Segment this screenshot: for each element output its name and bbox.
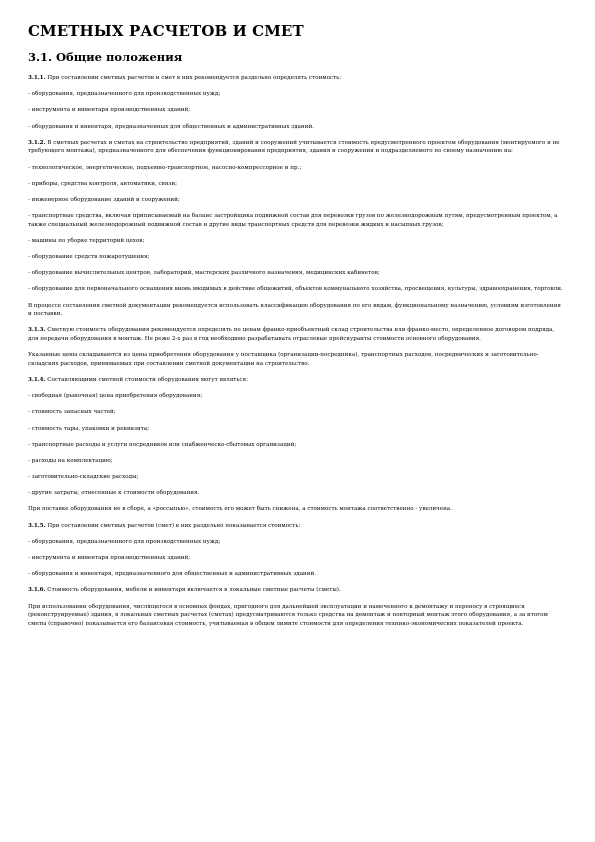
paragraph-text: Стоимость оборудования, мебели и инвентаря включается в локальные сметные расчеты (сметы). [45,587,341,594]
paragraph [28,554,563,563]
paragraph-text: При составлении сметных расчетов и смет в них рекомендуется раздельно определять стоимость: [45,75,342,81]
paragraph-text: - транспортные расходы и услуги посредников или снабженческо-сбытовых организаций; [28,441,297,448]
paragraph-text: - стоимость тары, упаковки и реквизита; [28,425,150,432]
paragraph [28,570,563,579]
numbered-paragraph [28,522,563,531]
paragraph-text: При использовании оборудования, числящегося в основных фондах, пригодного для дальнейшей эксплуатации и намеченного к демонтажу и переносу в строящиеся (реконструируемые) здания, в локальных сметных расчетах (сметах) предусматриваются только средства на демонтаж и повторный монтаж этого оборудования, а за итогом сметы (справочно) показывается его балансовая стоимость, учитываемая в общем лимите стоимости для определения технико-экономических показателей проекта. [28,603,548,627]
paragraph-number: 3.1.1. [28,75,46,81]
paragraph [28,269,563,278]
paragraph [28,489,563,498]
paragraph-text: - оборудование средств пожаротушения; [28,254,150,261]
paragraph-text: - транспортные средства, включая приписываемый на баланс застройщика подвижной состав для перевозки грузов по железнодорожным путям, предусмотренным проектом, а также специальный железнодорожный подвижной состав и другие виды транспортных средств для перевозки жидких и насыпных грузов; [28,213,558,228]
section-heading: 3.1. Общие положения [28,50,183,64]
paragraph [28,302,563,319]
paragraph-text: - другие затраты, отнесенные к стоимости оборудования. [28,490,200,497]
paragraph [28,164,563,173]
paragraph-text: При составлении сметных расчетов (смет) в них раздельно показывается стоимость: [45,522,301,529]
paragraph-text: - оборудования, предназначенного для производственных нужд; [28,91,221,98]
paragraph-number: 3.1.5. [28,522,46,529]
paragraph-text: - машины по уборке территорий цехов; [28,237,145,244]
paragraph [28,538,563,547]
paragraph [28,473,563,482]
paragraph-text: - стоимость запасных частей; [28,409,116,416]
paragraph-text: Составляющими сметной стоимости оборудования могут являться: [45,376,248,383]
numbered-paragraph [28,326,563,343]
paragraph-text: - оборудования, предназначенного для производственных нужд; [28,538,221,545]
paragraph-text: - технологическое, энергетическое, подъемно-транспортное, насосно-компрессорное и пр.; [28,164,302,171]
paragraph [28,505,563,514]
paragraph-text: - расходы на комплектацию; [28,457,113,464]
paragraph-text: - оборудования и инвентаря, предназначенного для общественных и административных зданий. [28,571,317,578]
paragraph-text: - инженерное оборудование зданий и сооружений; [28,196,180,203]
paragraph [28,441,563,450]
paragraph-text: В процессе составления сметной документации рекомендуется использовать классификацию оборудования по его видам, функциональному назначению, условиям изготовления и поставки. [28,302,561,318]
paragraph [28,180,563,189]
paragraph-text: - заготовительно-складские расходы; [28,474,139,481]
paragraph-number: 3.1.4. [28,376,46,383]
paragraph [28,392,563,401]
paragraph-number: 3.1.2. [28,139,46,146]
paragraph [28,237,563,246]
document-title: СМЕТНЫХ РАСЧЕТОВ И СМЕТ [28,22,304,40]
paragraph-number: 3.1.3. [28,327,46,334]
paragraph-text: При поставке оборудования не в сборе, а «россыпью», стоимость его может быть снижена, а стоимость монтажа соответственно - увеличена. [28,506,452,513]
paragraph [28,457,563,466]
paragraph-text: - оборудования и инвентаря, предназначенных для общественных и административных зданий. [28,123,314,130]
paragraph-text: - оборудование вычислительных центров, лабораторий, мастерских различного назначения, медицинских кабинетов; [28,270,380,277]
numbered-paragraph [28,586,563,595]
paragraph [28,90,563,99]
paragraph [28,123,563,132]
paragraph [28,253,563,262]
paragraph [28,603,563,629]
paragraph-text: - приборы, средства контроля, автоматики, связи; [28,180,177,187]
paragraph [28,285,563,294]
document-body [28,74,563,628]
paragraph-text: Указанные цены складываются из цены приобретения оборудования у поставщика (организации-посредника), транспортных расходов, посреднических и заготовительно-складских расходов, принимаемых при составлении сметной документации на строительство. [28,352,539,367]
paragraph-text: Сметную стоимость оборудования рекомендуется определять по ценам франко-приобъектный склад строительства или франко-место, определенное договором подряда, для передачи оборудования в монтаж. Не реже 2-х раз в год необходимо разрабатывать отраслевые прейскуранты стоимости основного оборудования. [28,327,555,342]
numbered-paragraph [28,376,563,385]
paragraph [28,106,563,115]
paragraph-text: В сметных расчетах и сметах на строительство предприятий, зданий и сооружений учитывается стоимость предусмотренного проектом оборудования (монтируемого и не требующего монтажа), предназначенного для обеспечения функционирования предприятия, здания и сооружения и подразделяемого по своему назначению на: [28,139,560,155]
paragraph [28,351,563,368]
paragraph-text: - свободная (рыночная) цена приобретения оборудования; [28,393,203,400]
paragraph [28,425,563,434]
paragraph-text: - оборудование для первоначального оснащения вновь вводимых в действие общежитий, объектов коммунального хозяйства, просвещения, культуры, здравоохранения, торговли. [28,286,563,293]
paragraph [28,408,563,417]
paragraph-text: - инструмента и инвентаря производственных зданий; [28,555,191,562]
paragraph-number: 3.1.6. [28,587,46,594]
numbered-paragraph [28,139,563,156]
paragraph [28,196,563,205]
paragraph [28,212,563,229]
numbered-paragraph [28,74,563,83]
paragraph-text: - инструмента и инвентаря производственных зданий; [28,107,191,114]
